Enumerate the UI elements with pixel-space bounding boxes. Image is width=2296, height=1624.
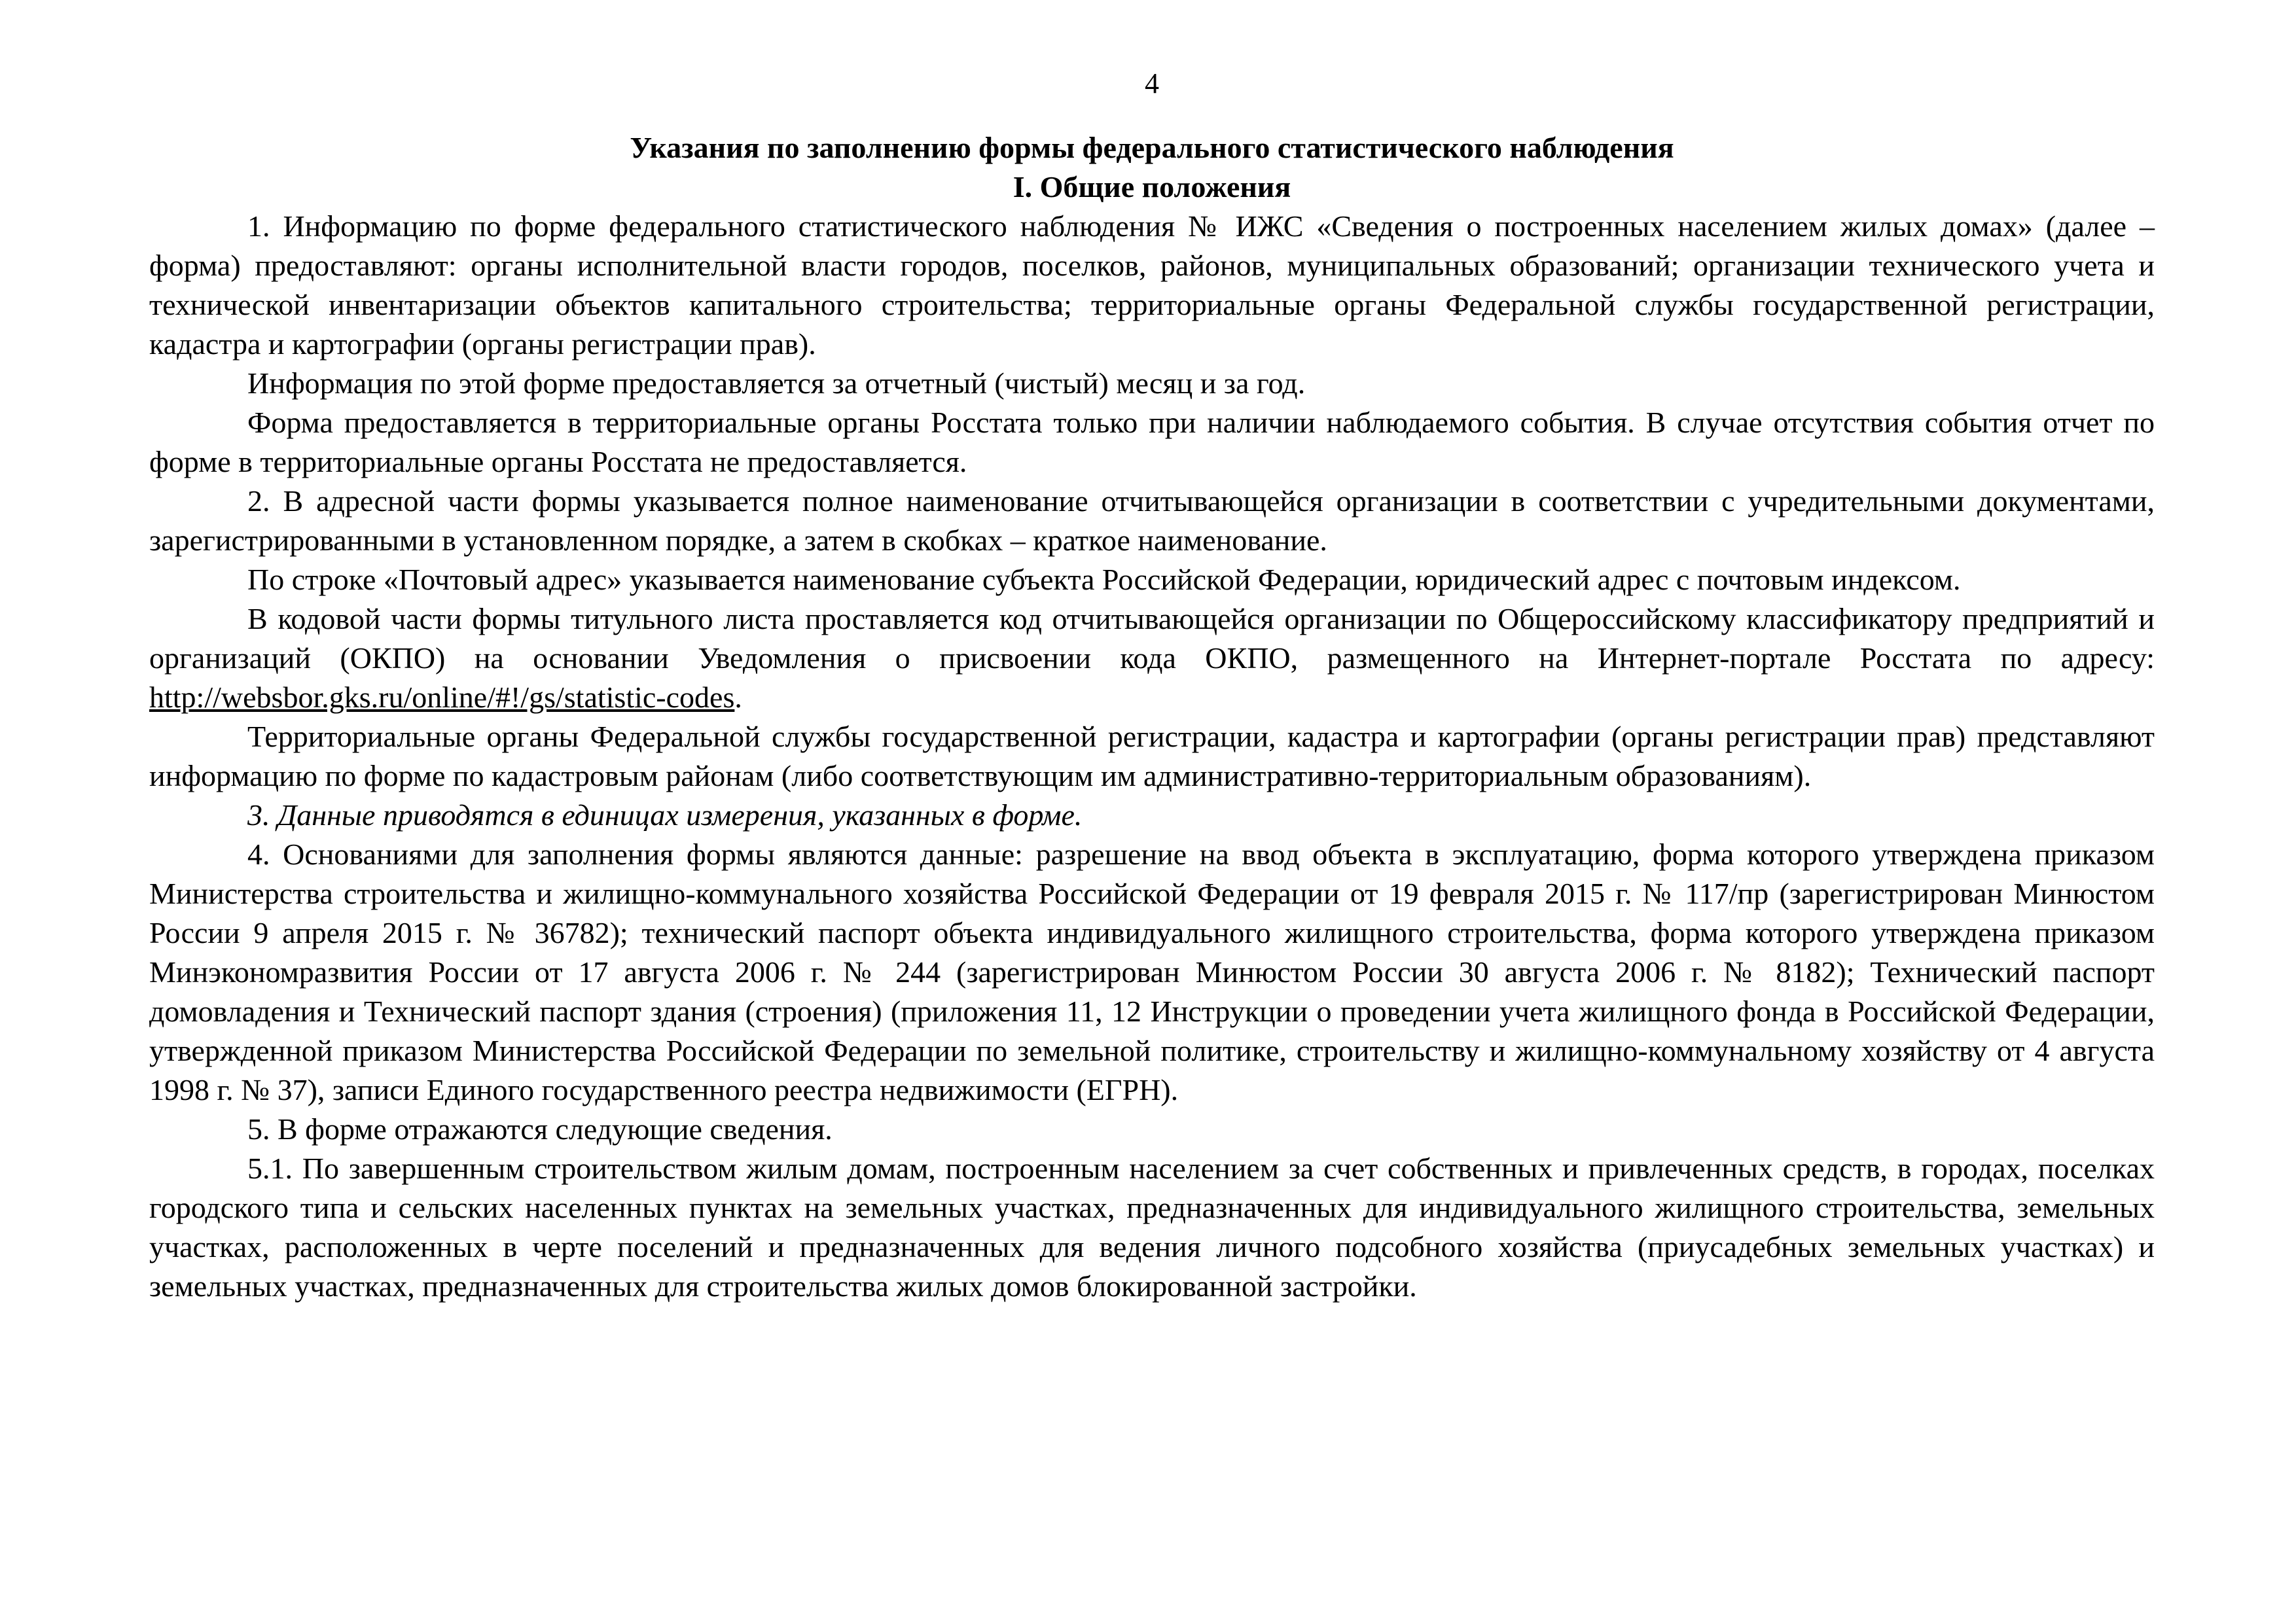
document-title: Указания по заполнению формы федерального статистического наблюдения — [630, 131, 1674, 164]
paragraph-5: 5. В форме отражаются следующие сведения. — [247, 1112, 833, 1146]
page-number: 4 — [1145, 67, 1159, 99]
paragraph-4: 4. Основаниями для заполнения формы являются данные: разрешение на ввод объекта в эксплуатацию, форма которого утверждена приказом Министерства строительства и жилищно-коммунального хозяйства Российской Федерации от 19 февраля 2015 г. № 117/пр (зарегистрирован Минюстом России 9 апреля 2015 г. № 36782); технический паспорт объекта индивидуального жилищного строительства, форма которого утверждена приказом Минэкономразвития России от 17 августа 2006 г. № 244 (зарегистрирован Минюстом России 30 августа 2006 г. № 8182); Технический паспорт домовладения и Технический паспорт здания (строения) (приложения 11, 12 Инструкции о проведении учета жилищного фонда в Российской Федерации, утвержденной приказом Министерства Российской Федерации по земельной политике, строительству и жилищно-коммунальному хозяйству от 4 августа 1998 г. № 37), записи Единого государственного реестра недвижимости (ЕГРН). — [149, 838, 2155, 1106]
paragraph-1: 1. Информацию по форме федерального статистического наблюдения № ИЖС «Сведения о построенных населением жилых домах» (далее – форма) предоставляют: органы исполнительной власти городов, поселков, районов, муниципальных образований; организации технического учета и технической инвентаризации объектов капитального строительства; территориальные органы Федеральной службы государственной регистрации, кадастра и картографии (органы регистрации прав). — [149, 209, 2155, 361]
paragraph-postal-address: По строке «Почтовый адрес» указывается наименование субъекта Российской Федерации, юридический адрес с почтовым индексом. — [247, 563, 1961, 596]
statistic-codes-link[interactable]: http://websbor.gks.ru/online/#!/gs/statistic-codes — [149, 680, 735, 714]
document-page — [149, 65, 2155, 1306]
okpo-text-end: . — [734, 680, 742, 714]
paragraph-event-presence: Форма предоставляется в территориальные органы Росстата только при наличии наблюдаемого события. В случае отсутствия события отчет по форме в территориальные органы Росстата не предоставляется. — [149, 406, 2155, 478]
paragraph-3: 3. Данные приводятся в единицах измерения, указанных в форме. — [247, 798, 1083, 832]
paragraph-cadastral-districts: Территориальные органы Федеральной службы государственной регистрации, кадастра и картографии (органы регистрации прав) представляют информацию по форме по кадастровым районам (либо соответствующим им административно-территориальным образованиям). — [149, 720, 2155, 792]
paragraph-okpo-code — [149, 599, 2155, 717]
paragraph-reporting-period: Информация по этой форме предоставляется за отчетный (чистый) месяц и за год. — [247, 366, 1306, 400]
paragraph-2: 2. В адресной части формы указывается полное наименование отчитывающейся организации в соответствии с учредительными документами, зарегистрированными в установленном порядке, а затем в скобках – краткое наименование. — [149, 484, 2155, 557]
paragraph-5-1: 5.1. По завершенным строительством жилым домам, построенным населением за счет собственных и привлеченных средств, в городах, поселках городского типа и сельских населенных пунктах на земельных участках, предназначенных для индивидуального жилищного строительства, земельных участках, расположенных в черте поселений и предназначенных для ведения личного подсобного хозяйства (приусадебных земельных участках) и земельных участках, предназначенных для строительства жилых домов блокированной застройки. — [149, 1152, 2155, 1303]
section-title: I. Общие положения — [1013, 170, 1291, 203]
okpo-text: В кодовой части формы титульного листа проставляется код отчитывающейся организации по Общероссийскому классификатору предприятий и организаций (ОКПО) на основании Уведомления о присвоении кода ОКПО, размещенного на Интернет-портале Росстата по адресу: — [149, 602, 2155, 675]
